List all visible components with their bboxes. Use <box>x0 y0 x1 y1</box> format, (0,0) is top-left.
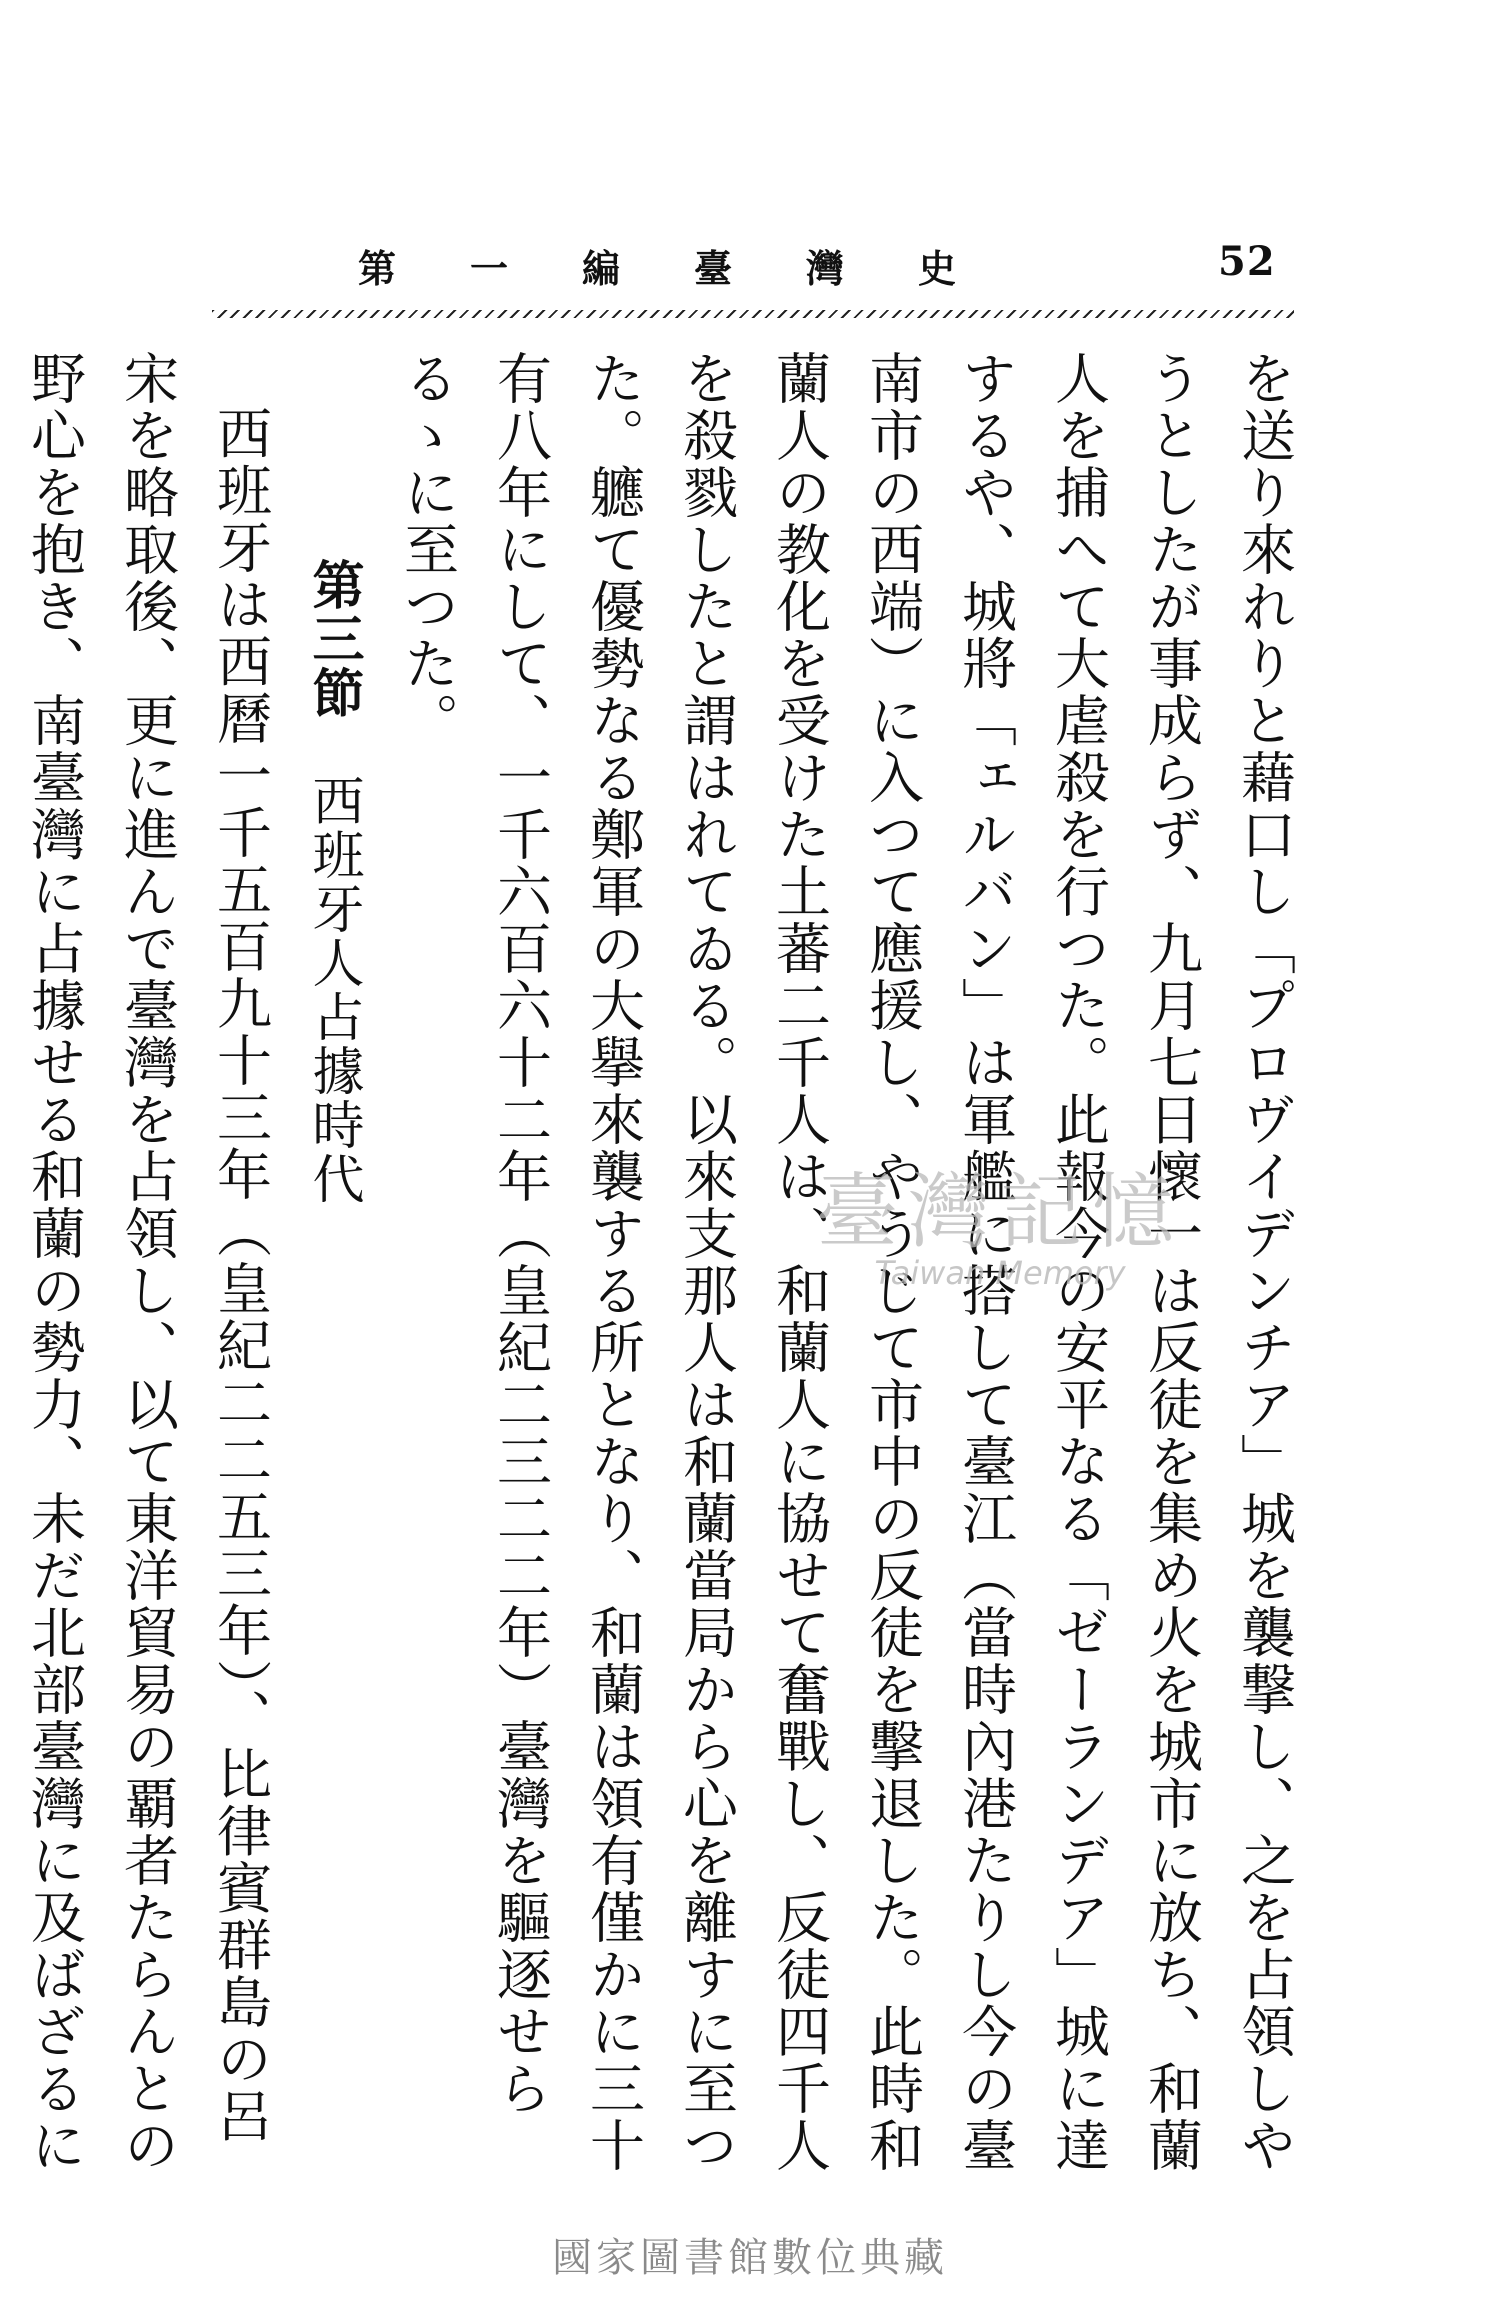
section-number: 第三節 <box>303 558 364 720</box>
archive-stamp: 國家圖書館數位典藏 <box>552 2235 948 2281</box>
running-head: 第一編臺灣史 <box>357 246 1030 291</box>
watermark-sub: Taiwan Memory <box>874 1254 1126 1292</box>
section-subtitle: 西班牙人占據時代 <box>303 774 363 1206</box>
header-rule <box>212 310 1294 318</box>
page-number: 52 <box>1218 238 1276 285</box>
watermark-main: 臺灣記憶 <box>815 1165 1184 1260</box>
paragraph-continued: を送り來れりと藉口し「プロヴイデンチア」城を襲撃し、之を占領しやうとしたが事成らず、九月七日懷一は反徒を集め火を城市に放ち、和蘭人を捕へて大虐殺を行つた。此報今の安平なる「ゼーランデア」城に達するや、城將「ェルバン」は軍艦に搭して臺江（當時內港たりし今の臺南市の西端）に入つて應援し、やうじて市中の反徒を擊退した。此時和蘭人の教化を受けた土蕃二千人は、和蘭人に協せて奮戰し、反徒四千人を殺戮したと謂はれてゐる。以來支那人は和蘭當局から心を離すに至つた。軈て優勢なる鄭軍の大擧來襲する所となり、和蘭は領有僅かに三十有八年にして、一千六百六十二年（皇紀二三二二年）臺灣を驅逐せらるゝに至つた。 <box>395 350 1296 2174</box>
section-heading <box>286 350 380 2200</box>
paragraph-spanish-occupation: 西班牙は西曆一千五百九十三年（皇紀二二五三年）、比律賓群島の呂宋を略取後、更に進んで臺灣を占領し、以て東洋貿易の覇者たらんとの野心を抱き、南臺灣に占據せる和蘭の勢力、未だ北部臺灣に及ばざるに <box>22 350 272 2174</box>
vertical-text-body <box>22 350 1310 2200</box>
